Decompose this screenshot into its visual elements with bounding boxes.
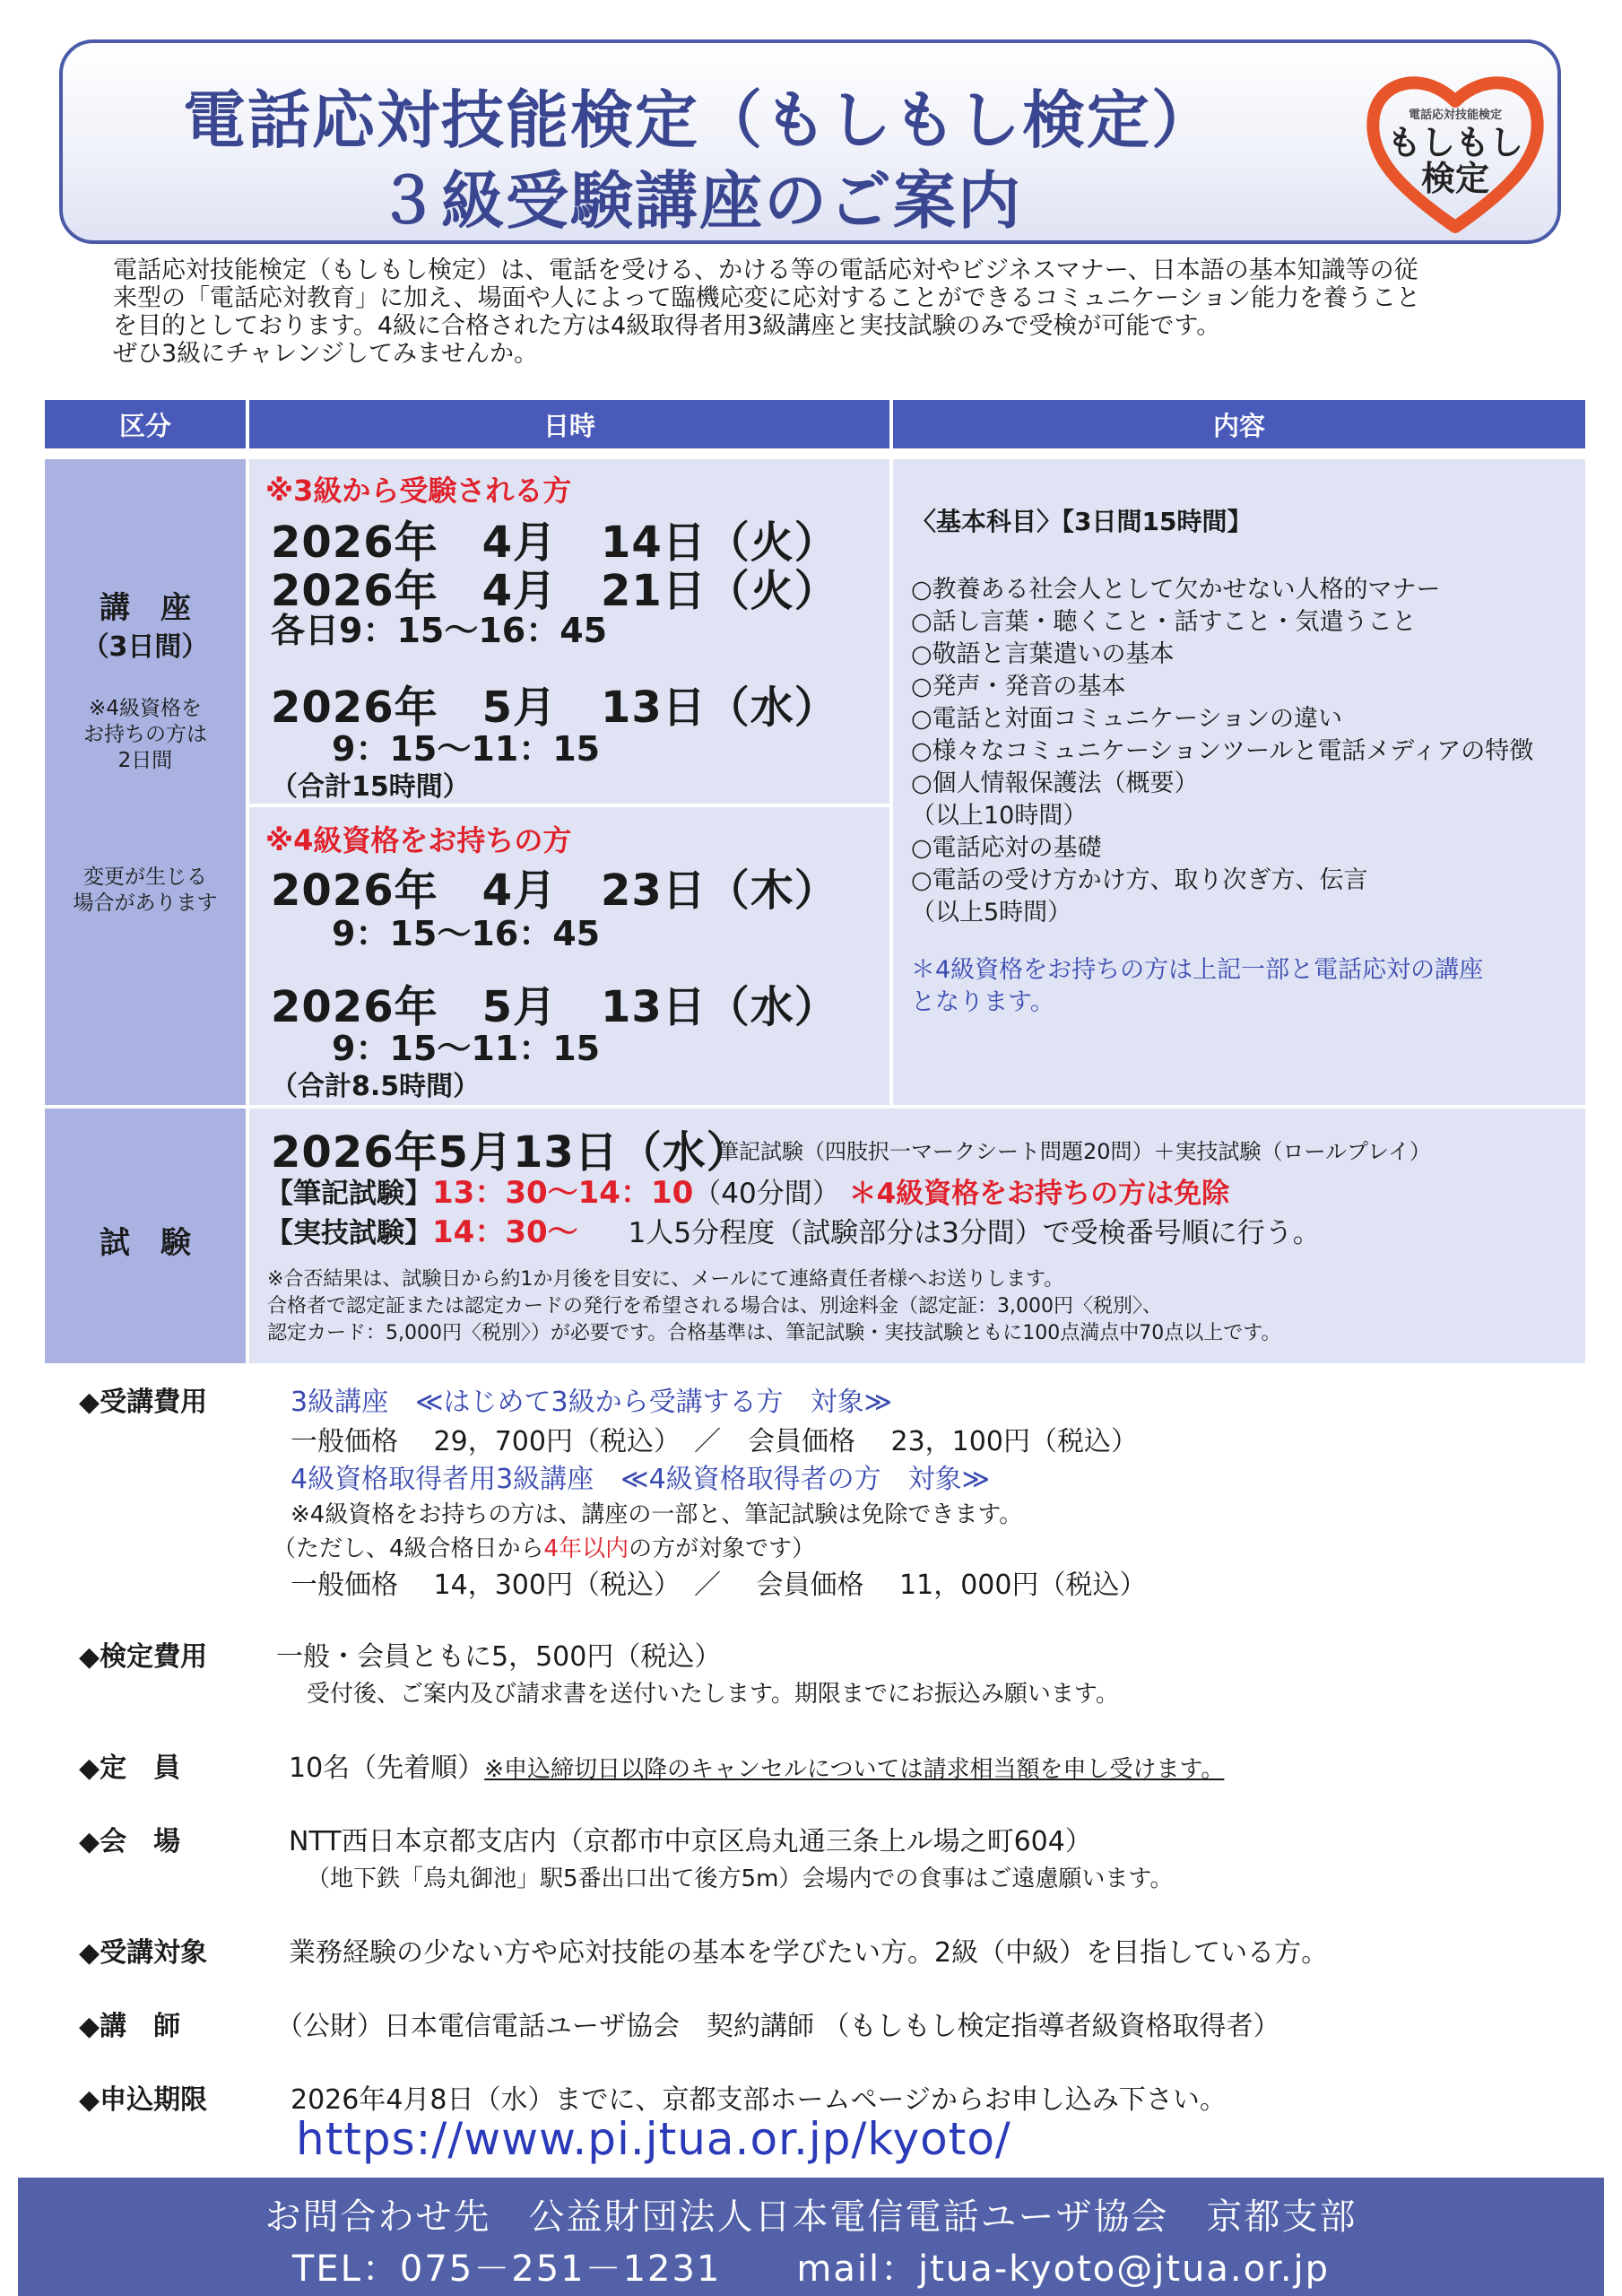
course-note-line: ※4級資格を [89,697,202,720]
capacity-number: 10名（先着順） [289,1752,485,1784]
venue-value: NTT西日本京都支店内（京都市中京区烏丸通三条上ル場之町604） [289,1826,1092,1857]
website-link[interactable]: https://www.pi.jtua.or.jp/kyoto/ [296,2113,1011,2165]
intro-text [113,257,1512,368]
target-label: ◆受講対象 [79,1937,208,1969]
course-note-line: 変更が生じる [83,865,207,889]
content-item: ○様々なコミュニケーションツールと電話メディアの特徴 [911,737,1534,765]
moshimoshi-logo [1361,61,1549,240]
group-b-date2: 2026年 5月 13日（水） [271,982,838,1032]
group-a-heading: ※3級から受験される方 [265,474,572,508]
course-note-line: 2日間 [117,749,173,772]
logo-line2: 検定 [1420,159,1490,198]
course-note-change [45,865,246,917]
intro-line: を目的としております。4級に合格された方は4級取得者用3級講座と実技試験のみで受検が可能です。 [113,312,1221,340]
deadline-label: ◆申込期限 [79,2084,208,2116]
content-item: （以上10時間） [911,802,1088,830]
logo-line1: もしもし [1386,123,1524,162]
cond-red: 4年以内 [543,1535,629,1562]
venue-note: （地下鉄「烏丸御池」駅5番出口出て後方5m）会場内での食事はご遠慮願います。 [307,1866,1174,1892]
group-a-total: （合計15時間） [271,771,470,803]
practical-label: 【実技試験】 [265,1217,432,1249]
group-b-heading: ※4級資格をお持ちの方 [265,823,572,857]
course-note-line: お持ちの方は [83,723,207,746]
footer-line1: お問合わせ先 公益財団法人日本電信電話ユーザ協会 京都支部 [265,2196,1357,2238]
practical-exam-line [265,1207,1321,1251]
content-note-line2: となります。 [911,988,1054,1016]
practical-note: 1人5分程度（試験部分は3分間）で受検番号順に行う。 [628,1217,1321,1249]
fees-label: ◆受講費用 [79,1387,208,1418]
content-item: ○電話と対面コミュニケーションの違い [911,705,1342,733]
capacity-note: ※申込締切日以降のキャンセルについては請求相当額を申し受けます。 [484,1756,1225,1783]
course-row-head [45,459,246,1105]
intro-line: 来型の「電話応対教育」に加え、場面や人によって臨機応変に応対することができるコミュニケーション能力を養うこと [113,284,1420,312]
exam-fee-label: ◆検定費用 [79,1641,208,1673]
target-value: 業務経験の少ない方や応対技能の基本を学びたい方。2級（中級）を目指している方。 [289,1937,1329,1969]
practical-time: 14：30～ [432,1214,578,1250]
group-a-date2: 2026年 4月 21日（火） [271,566,838,616]
exam-note-line: 合格者で認定証または認定カードの発行を希望される場合は、別途料金（認定証：3,000円〈税別〉、 [267,1295,1162,1318]
intro-line: 電話応対技能検定（もしもし検定）は、電話を受ける、かける等の電話応対やビジネスマナー、日本語の基本知識等の従 [113,257,1418,284]
title-box [59,39,1561,244]
content-heading: 〈基本科目〉【3日間15時間】 [911,507,1253,536]
deadline-value: 2026年4月8日（水）までに、京都支部ホームページからお申し込み下さい。 [291,2084,1227,2116]
exam-fee-note: 受付後、ご案内及び請求書を送付いたします。期限までにお振込み願います。 [307,1681,1119,1708]
course-label-sub: （3日間） [82,631,209,663]
group-b-time2: 9：15～11：15 [332,1029,601,1068]
exam-row-head [45,1109,246,1363]
exam-date-note: 筆記試験（四肢択一マークシート問題20問）＋実技試験（ロールプレイ） [717,1139,1431,1164]
table-header-content: 内容 [893,400,1585,448]
group-a-time2: 9：15～11：15 [332,729,601,769]
course-note-4kyu [45,696,246,774]
group-b-time1: 9：15～16：45 [332,914,601,953]
cond-pre: （ただし、4級合格日から [273,1535,544,1562]
exam-note-line: ※合否結果は、試験日から約1か月後を目安に、メールにて連絡責任者様へお送りします。 [267,1268,1064,1291]
written-note: ＊4級資格をお持ちの方は免除 [848,1178,1230,1210]
contact-footer [18,2178,1604,2296]
group-b-total: （合計8.5時間） [271,1071,481,1102]
table-header-datetime: 日時 [249,400,889,448]
course-group-a [249,459,889,804]
content-item: ○発声・発音の基本 [911,673,1126,700]
written-time: 13：30～14：10 [432,1175,694,1211]
intro-line: ぜひ3級にチャレンジしてみませんか。 [113,340,539,368]
fees-course4-price: 一般価格 14，300円（税込） ／ 会員価格 11，000円（税込） [291,1570,1147,1601]
group-a-time1: 各日9：15～16：45 [271,611,608,650]
course-note-line: 場合があります [73,891,218,915]
instructor-label: ◆講 師 [79,2011,181,2042]
logo-small-text: 電話応対技能検定 [1408,109,1503,122]
content-list [911,574,1533,929]
cond-post: の方が対象です） [629,1535,816,1562]
table-header-category: 区分 [45,400,246,448]
content-item: ○電話応対の基礎 [911,834,1102,862]
content-item: ○敬語と言葉遣いの基本 [911,640,1175,668]
capacity-label: ◆定 員 [79,1752,181,1784]
content-item: ○話し言葉・聴くこと・話すこと・気遣うこと [911,608,1417,636]
exam-notes [267,1266,1280,1347]
written-label: 【筆記試験】 [265,1178,432,1210]
group-a-date3: 2026年 5月 13日（水） [271,683,838,733]
exam-fee-value: 一般・会員ともに5，500円（税込） [276,1641,722,1673]
group-b-date1: 2026年 4月 23日（木） [271,865,838,916]
course-content [893,459,1585,1105]
content-item: （以上5時間） [911,899,1072,926]
exam-date: 2026年5月13日（水） [271,1127,750,1178]
group-a-date1: 2026年 4月 14日（火） [271,517,838,568]
exam-label: 試 験 [100,1225,191,1261]
fees-course3-title: 3級講座 ≪はじめて3級から受講する方 対象≫ [291,1387,892,1418]
content-item: ○個人情報保護法（概要） [911,770,1199,797]
written-duration: （40分間） [693,1178,840,1210]
content-note-line1: ＊4級資格をお持ちの方は上記一部と電話応対の講座 [911,956,1484,984]
course-label: 講 座 [100,590,191,626]
exam-note-line: 認定カード：5,000円〈税別〉）が必要です。合格基準は、筆記試験・実技試験ともに100点満点中70点以上です。 [267,1322,1281,1344]
written-exam-line [265,1168,1229,1212]
exam-detail [249,1109,1585,1363]
page-title-line2: ３級受験講座のご案内 [377,164,1022,238]
footer-line2: TEL：075－251－1231 mail：jtua-kyoto@jtua.or.jp [291,2248,1331,2290]
fees-course4-condition [273,1530,815,1563]
venue-label: ◆会 場 [79,1826,181,1857]
content-item: ○電話の受け方かけ方、取り次ぎ方、伝言 [911,866,1368,894]
fees-course4-title: 4級資格取得者用3級講座 ≪4級資格取得者の方 対象≫ [291,1464,991,1495]
capacity-value [289,1745,1224,1785]
course-group-b [249,807,889,1105]
fees-course3-price: 一般価格 29，700円（税込） ／ 会員価格 23，100円（税込） [291,1426,1138,1457]
instructor-value: （公財）日本電信電話ユーザ協会 契約講師 （もしもし検定指導者級資格取得者） [276,2011,1280,2042]
fees-course4-note: ※4級資格をお持ちの方は、講座の一部と、筆記試験は免除できます。 [291,1501,1023,1528]
content-item: ○教養ある社会人として欠かせない人格的マナー [911,576,1441,604]
page-title-line1: 電話応対技能検定（もしもし検定） [183,83,1216,157]
